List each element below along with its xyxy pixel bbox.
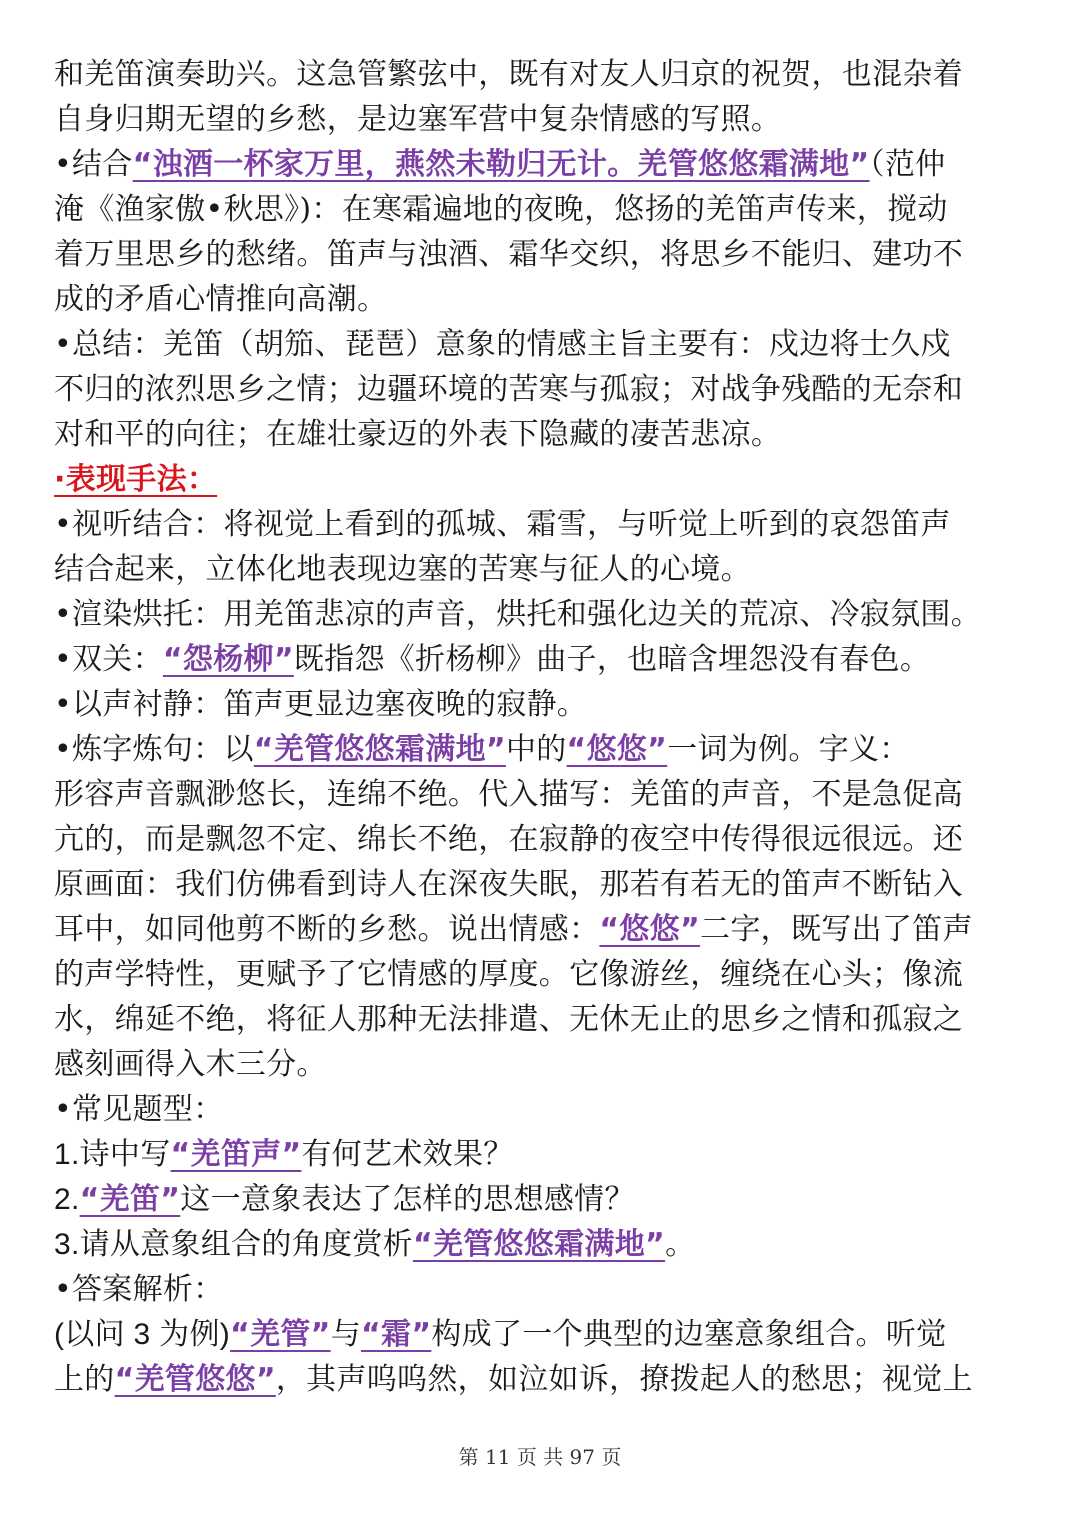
text-run: 水，绵延不绝，将征人那种无法排遣、无休无止的思乡之情和孤寂之 [54, 1002, 963, 1037]
highlight-quote: “羌管悠悠霜满地” [412, 1227, 666, 1262]
highlight-quote: “羌管悠悠霜满地” [253, 732, 506, 767]
highlight-quote: “悠悠” [599, 912, 701, 947]
text-run: 对和平的向往；在雄壮豪迈的外表下隐藏的凄苦悲凉。 [54, 417, 782, 452]
text-line [54, 907, 1034, 952]
question-item [54, 1177, 1034, 1222]
highlight-quote: “羌笛声” [170, 1137, 302, 1172]
text-run: 诗中写 [79, 1137, 171, 1172]
text-run: 这一意象表达了怎样的思想感情？ [180, 1182, 635, 1217]
text-run: (以问 3 为例) [54, 1318, 231, 1351]
question-number: 3. [54, 1228, 80, 1261]
text-run: 淹《渔家傲•秋思》)：在寒霜遍地的夜晚，悠扬的羌笛声传来，搅动 [54, 192, 948, 227]
text-run: 二字，既写出了笛声 [700, 912, 973, 947]
text-run: 感刻画得入木三分。 [54, 1047, 327, 1082]
question-number: 1. [54, 1138, 80, 1171]
text-line [54, 97, 1034, 142]
text-run: 有何艺术效果？ [301, 1137, 514, 1172]
text-line [54, 637, 1034, 682]
text-run: 。 [665, 1227, 696, 1262]
text-run: 与 [330, 1317, 361, 1352]
text-run: •炼字炼句：以 [54, 732, 254, 767]
text-run: 成的矛盾心情推向高潮。 [54, 282, 388, 317]
text-line [54, 367, 1034, 412]
text-line [54, 682, 1034, 727]
question-number: 2. [54, 1183, 80, 1216]
text-line [54, 1312, 1034, 1357]
text-run: 自身归期无望的乡愁，是边塞军营中复杂情感的写照。 [54, 102, 782, 137]
text-line [54, 232, 1034, 277]
text-run: 上的 [54, 1362, 115, 1397]
text-run: ，其声呜呜然，如泣如诉，撩拨起人的愁思；视觉上 [275, 1362, 973, 1397]
text-line [54, 727, 1034, 772]
text-run: （范仲 [869, 147, 946, 182]
text-line [54, 52, 1034, 97]
page-footer: 第 11 页 共 97 页 [458, 1445, 622, 1469]
text-run: 亢的，而是飘忽不定、绵长不绝，在寂静的夜空中传得很远很远。还 [54, 822, 963, 857]
highlight-quote: “羌管悠悠” [114, 1362, 276, 1397]
text-run: 和羌笛演奏助兴。这急管繁弦中，既有对友人归京的祝贺，也混杂着 [54, 57, 963, 92]
text-line [54, 1267, 1034, 1312]
text-line [54, 547, 1034, 592]
text-line [54, 817, 1034, 862]
text-line [54, 772, 1034, 817]
text-line [54, 952, 1034, 997]
document-body [54, 52, 1034, 1402]
text-line [54, 412, 1034, 457]
section-heading [54, 457, 1034, 502]
text-run: •结合 [54, 147, 133, 182]
highlight-quote: “羌笛” [79, 1182, 181, 1217]
text-run: 形容声音飘渺悠长，连绵不绝。代入描写：羌笛的声音，不是急促高 [54, 777, 963, 812]
text-run: •总结：羌笛（胡笳、琵琶）意象的情感主旨主要有：戍边将士久戍 [54, 327, 951, 362]
text-run: 一词为例。字义： [667, 732, 910, 767]
text-line [54, 502, 1034, 547]
text-run: •双关： [54, 642, 163, 677]
text-line [54, 1087, 1034, 1132]
text-line [54, 322, 1034, 367]
text-line [54, 1042, 1034, 1087]
text-run: 中的 [505, 732, 567, 767]
text-line [54, 1357, 1034, 1402]
highlight-quote: “悠悠” [566, 732, 668, 767]
text-run: 既指怨《折杨柳》曲子，也暗含埋怨没有春色。 [293, 642, 931, 677]
highlight-quote: “霜” [361, 1317, 432, 1352]
text-line [54, 862, 1034, 907]
text-run: 结合起来，立体化地表现边塞的苦寒与征人的心境。 [54, 552, 751, 587]
text-line [54, 592, 1034, 637]
text-run: 着万里思乡的愁绪。笛声与浊酒、霜华交织，将思乡不能归、建功不 [54, 237, 963, 272]
highlight-quote: “羌管” [230, 1317, 331, 1352]
text-run: 原画面：我们仿佛看到诗人在深夜失眠，那若有若无的笛声不断钻入 [54, 867, 963, 902]
text-line [54, 142, 1034, 187]
text-run: •视听结合：将视觉上看到的孤城、霜雪，与听觉上听到的哀怨笛声 [54, 507, 951, 542]
text-line [54, 187, 1034, 232]
text-run: 的声学特性，更赋予了它情感的厚度。它像游丝，缠绕在心头；像流 [54, 957, 963, 992]
text-run: 耳中，如同他剪不断的乡愁。说出情感： [54, 912, 600, 947]
text-line [54, 997, 1034, 1042]
text-run: 不归的浓烈思乡之情；边疆环境的苦寒与孤寂；对战争残酷的无奈和 [54, 372, 963, 407]
question-item [54, 1132, 1034, 1177]
question-item [54, 1222, 1034, 1267]
text-line [54, 277, 1034, 322]
text-run: 请从意象组合的角度赏析 [79, 1227, 413, 1262]
text-run: •渲染烘托：用羌笛悲凉的声音，烘托和强化边关的荒凉、冷寂氛围。 [54, 597, 981, 632]
text-run: 构成了一个典型的边塞意象组合。听觉 [431, 1317, 947, 1352]
highlight-quote: “怨杨柳” [162, 642, 294, 677]
text-run: •以声衬静：笛声更显边塞夜晚的寂静。 [54, 687, 588, 722]
highlight-quote: “浊酒一杯家万里，燕然未勒归无计。羌管悠悠霜满地” [132, 147, 870, 182]
text-run: •答案解析： [54, 1272, 224, 1307]
text-run: •常见题型： [54, 1092, 224, 1127]
heading-text: ·表现手法： [54, 462, 218, 497]
